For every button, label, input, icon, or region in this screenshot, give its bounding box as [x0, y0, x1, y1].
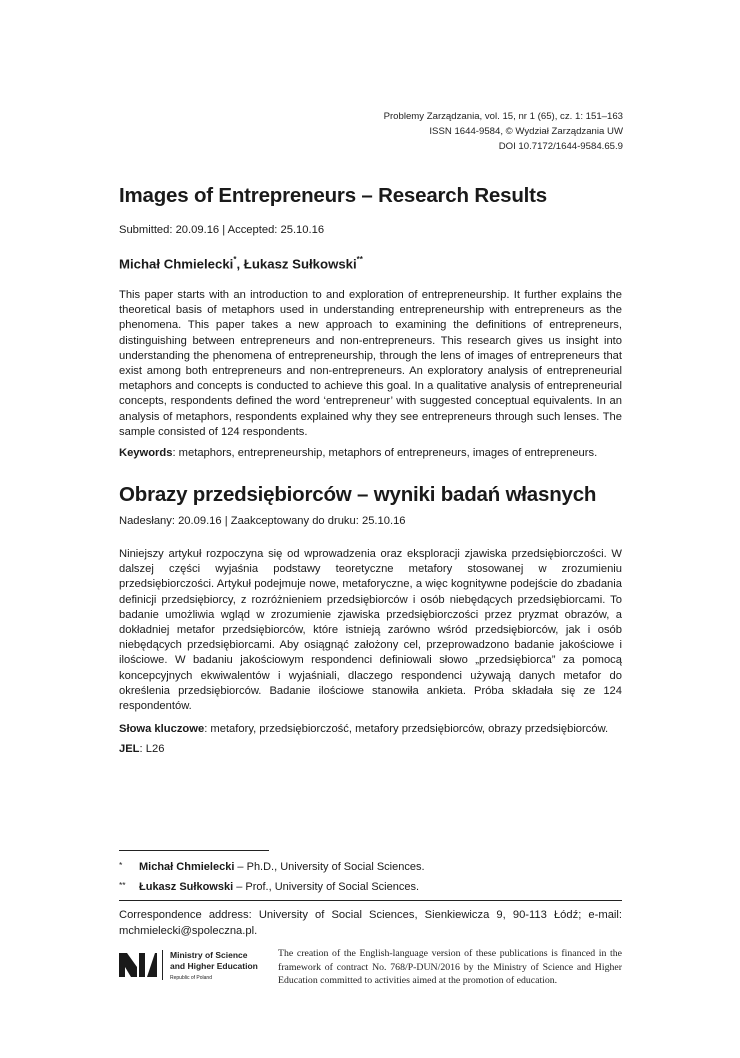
- author-separator: ,: [236, 256, 244, 272]
- keywords-text-pl: : metafory, przedsiębiorczość, metafory przedsiębiorców, obrazy przedsiębiorców.: [204, 723, 609, 735]
- submission-dates-en: Submitted: 20.09.16 | Accepted: 25.10.16: [119, 224, 325, 236]
- ministry-logo: [119, 950, 269, 990]
- footnote-2-name: Łukasz Sułkowski: [139, 881, 234, 893]
- ministry-name-line1: Ministry of Science: [170, 950, 248, 960]
- ministry-name-line2: and Higher Education: [170, 961, 258, 971]
- author-2: Łukasz Sułkowski: [243, 256, 357, 272]
- funding-note: The creation of the English-language version of these publications is financed in the framework of contract No. 768/P-DUN/2016 by the Ministry of Science and Higher Education committed to activities aimed at the promotion of education.: [278, 948, 622, 987]
- keywords-en: [119, 446, 622, 461]
- keywords-label-pl: Słowa kluczowe: [119, 723, 205, 735]
- author-1-mark: *: [233, 255, 237, 264]
- jel-code: [119, 742, 622, 757]
- footnote-2-text: – Prof., University of Social Sciences.: [233, 881, 420, 893]
- footnote-1-name: Michał Chmielecki: [139, 861, 235, 873]
- paper-title-en: Images of Entrepreneurs – Research Results: [119, 184, 547, 207]
- journal-doi: DOI 10.7172/1644-9584.65.9: [498, 141, 623, 152]
- author-1: Michał Chmielecki: [119, 256, 234, 272]
- footnote-rule: [119, 850, 269, 851]
- journal-header: [384, 109, 623, 154]
- keywords-label-en: Keywords: [119, 447, 173, 459]
- logo-separator: [162, 950, 163, 980]
- author-2-mark: **: [356, 255, 363, 264]
- footnote-2-mark: **: [119, 880, 126, 890]
- jel-text: : L26: [139, 743, 165, 755]
- jel-label: JEL: [119, 743, 140, 755]
- journal-issn: ISSN 1644-9584, © Wydział Zarządzania UW: [429, 126, 623, 137]
- paper-title-pl: Obrazy przedsiębiorców – wyniki badań własnych: [119, 483, 597, 506]
- footnote-2: [119, 880, 419, 894]
- authors-line: [119, 256, 363, 271]
- footnote-1: [119, 860, 425, 874]
- ministry-country: Republic of Poland: [170, 975, 212, 981]
- correspondence-address: Correspondence address: University of Social Sciences, Sienkiewicza 9, 90-113 Łódź; e-mail: mchmielecki@spoleczna.pl.: [119, 909, 622, 937]
- submission-dates-pl: Nadesłany: 20.09.16 | Zaakceptowany do druku: 25.10.16: [119, 515, 406, 527]
- ministry-emblem-icon: [119, 953, 157, 977]
- journal-citation: Problemy Zarządzania, vol. 15, nr 1 (65), cz. 1: 151–163: [383, 111, 623, 122]
- footnote-1-text: – Ph.D., University of Social Sciences.: [234, 861, 425, 873]
- abstract-en: This paper starts with an introduction to and exploration of entrepreneurship. It further explains the theoretical basis of metaphors used in understanding entrepreneurship with entrepreneurs as the phenomena. This paper takes a new approach to examining the definitions of entrepreneurs, distinguishing between entrepreneurs and non-entrepreneurs. This research gives us insight into understanding the phenomena of entrepreneurship, through the lens of images of entrepreneurs that exist among both entrepreneurs and non-entrepreneurs. An exploratory analysis of entrepreneurial metaphors and concepts is conducted to achieve this goal. In a qualitative analysis of entrepreneurial concepts, respondents defined the word ‘entrepreneur’ with suggested conceptual equivalents. In an analysis of metaphors, respondents explained why they see entrepreneurs through such lenses. The sample consisted of 124 respondents.: [119, 289, 622, 438]
- keywords-text-en: : metaphors, entrepreneurship, metaphors of entrepreneurs, images of entrepreneurs.: [172, 447, 598, 459]
- footnote-1-mark: *: [119, 860, 123, 870]
- keywords-pl: [119, 722, 622, 737]
- abstract-pl: Niniejszy artykuł rozpoczyna się od wprowadzenia oraz eksploracji zjawiska przedsiębiorczości. W dalszej części wyjaśnia podstawy teoretyczne metafory stosowanej w zrozumieniu przedsiębiorczości. Artykuł podejmuje nowe, metaforyczne, a więc kognitywne podejście do zbadania definicji przedsiębiorcy, z rozróżnieniem przedsiębiorców i osób niebędących przedsiębiorcami. To badanie umożliwia wgląd w zrozumienie zjawiska przedsiębiorczości przez pryzmat obrazów, a dokładniej metafor przedsiębiorców, które istnieją zarówno wśród przedsiębiorców, jak i osób niebędących przedsiębiorcami. Aby osiągnąć założony cel, przeprowadzono badanie jakościowe i ilościowe. W badaniu jakościowym respondenci definiowali słowo „przedsiębiorca” za pomocą koncepcyjnych ekwiwalentów i wyjaśniali, dlaczego respondenci używają danych metafor do określenia przedsiębiorców. Badanie ilościowe stanowiła ankieta. Próba składała się ze 124 respondentów.: [119, 548, 622, 713]
- correspondence-rule: [119, 900, 622, 901]
